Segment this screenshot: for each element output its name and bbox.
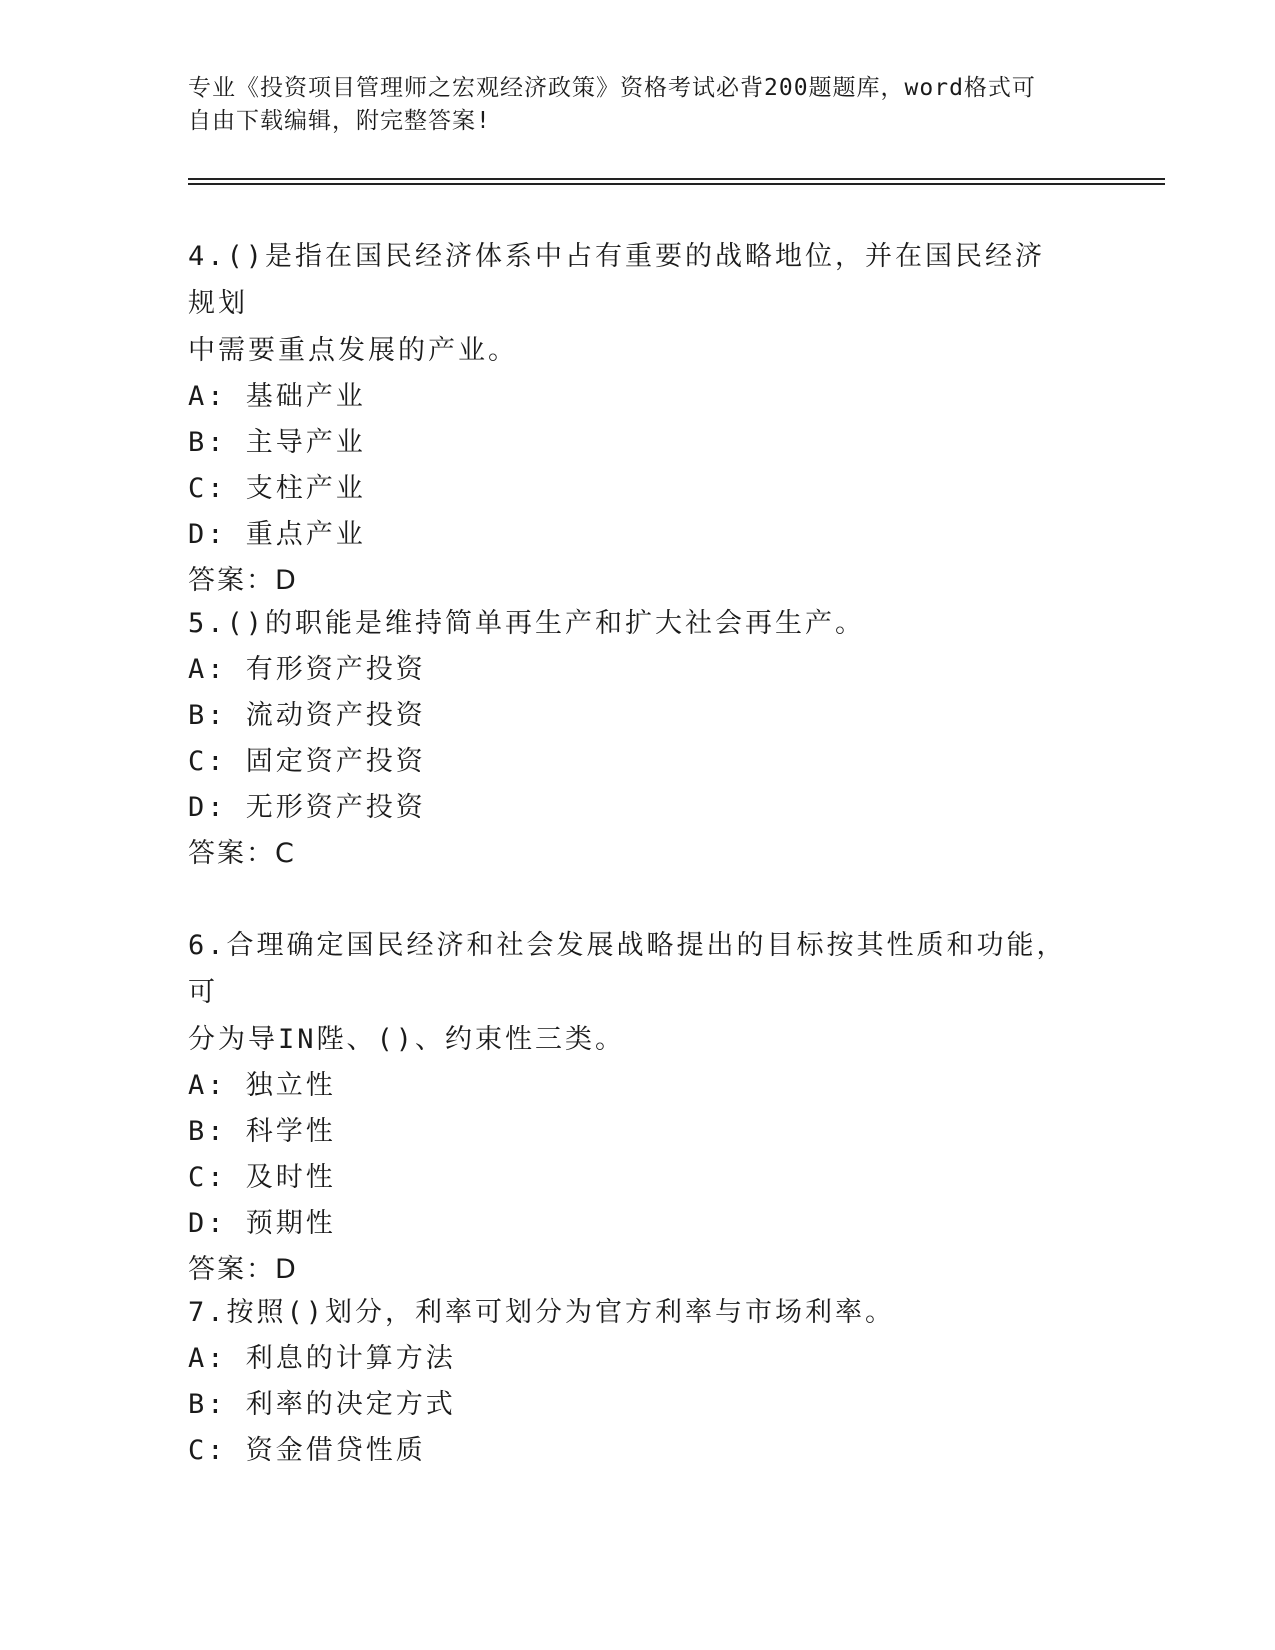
header-intro-line-2: 自由下载编辑，附完整答案! [188,108,491,134]
question-stem-line-1: 7.按照()划分，利率可划分为官方利率与市场利率。 [188,1297,896,1328]
option-c: C: 及时性 [188,1162,336,1193]
question-stem-line-1: 6.合理确定国民经济和社会发展战略提出的目标按其性质和功能，可 [188,930,1067,1008]
option-a: A: 独立性 [188,1070,336,1101]
header-intro-line-1: 专业《投资项目管理师之宏观经济政策》资格考试必背200题题库，word格式可 [188,75,1036,101]
question-stem-line-2: 中需要重点发展的产业。 [188,335,518,366]
question-stem-line-1: 4.()是指在国民经济体系中占有重要的战略地位，并在国民经济规划 [188,241,1046,319]
header-divider-top [188,178,1165,180]
question-stem-line-2: 分为导IN陛、()、约束性三类。 [188,1024,626,1055]
option-d: D: 无形资产投资 [188,792,426,823]
option-a: A: 基础产业 [188,381,366,412]
question-4 [188,233,1068,604]
header-divider-bottom [188,183,1165,185]
option-a: A: 有形资产投资 [188,654,426,685]
option-b: B: 科学性 [188,1116,336,1147]
answer-line: 答案：D [188,1254,298,1285]
question-7 [188,1289,1068,1474]
option-c: C: 固定资产投资 [188,746,426,777]
question-stem-line-1: 5.()的职能是维持简单再生产和扩大社会再生产。 [188,608,866,639]
answer-line: 答案：D [188,565,298,596]
option-b: B: 利率的决定方式 [188,1389,456,1420]
option-c: C: 支柱产业 [188,473,366,504]
option-d: D: 预期性 [188,1208,336,1239]
question-6 [188,922,1068,1293]
option-a: A: 利息的计算方法 [188,1343,456,1374]
option-d: D: 重点产业 [188,519,366,550]
option-b: B: 流动资产投资 [188,700,426,731]
option-c: C: 资金借贷性质 [188,1435,426,1466]
question-5 [188,600,1068,877]
answer-line: 答案：C [188,838,296,869]
document-header [188,72,1068,138]
option-b: B: 主导产业 [188,427,366,458]
